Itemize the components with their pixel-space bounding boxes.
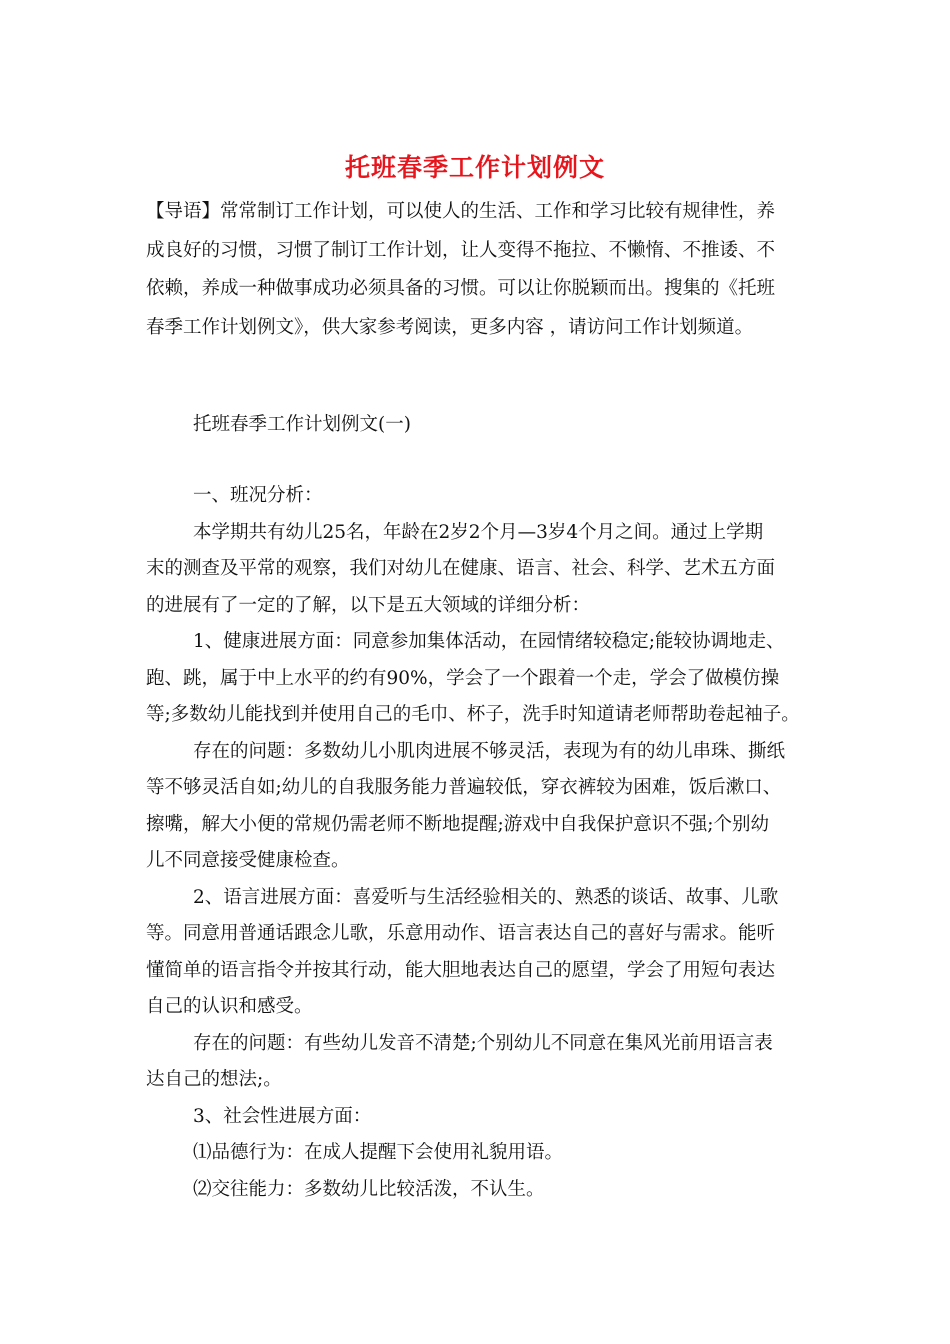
body-line: 的进展有了一定的了解，以下是五大领域的详细分析： <box>146 594 591 616</box>
intro-paragraph <box>146 193 806 347</box>
body-line: 等。同意用普通话跟念儿歌，乐意用动作、语言表达自己的喜好与需求。能听 <box>146 923 776 944</box>
body-line: 存在的问题：有些幼儿发音不清楚;个别幼儿不同意在集风光前用语言表 <box>193 1032 773 1054</box>
body-line: 儿不同意接受健康检查。 <box>146 850 350 871</box>
body-line: 一、班况分析： <box>193 485 323 506</box>
intro-line: 成良好的习惯，习惯了制订工作计划，让人变得不拖拉、不懒惰、不推诿、不 <box>146 239 776 261</box>
body-line: 等;多数幼儿能找到并使用自己的毛巾、杯子，洗手时知道请老师帮助卷起袖子。 <box>146 704 800 725</box>
body-line: 自己的认识和感受。 <box>146 996 313 1017</box>
body-line: 懂简单的语言指令并按其行动，能大胆地表达自己的愿望，学会了用短句表达 <box>146 959 776 981</box>
body-line: 1、健康进展方面：同意参加集体活动，在园情绪较稳定;能较协调地走、 <box>193 631 785 652</box>
body-line: 存在的问题：多数幼儿小肌肉进展不够灵活，表现为有的幼儿串珠、撕纸 <box>193 740 786 762</box>
body-line: ⑴品德行为：在成人提醒下会使用礼貌用语。 <box>193 1142 564 1163</box>
document-title: 托班春季工作计划例文 <box>344 153 605 182</box>
body-line: 末的测查及平常的观察，我们对幼儿在健康、语言、社会、科学、艺术五方面 <box>146 558 776 579</box>
body-line: 擦嘴，解大小便的常规仍需老师不断地提醒;游戏中自我保护意识不强;个别幼 <box>146 813 769 835</box>
body-line: 等不够灵活自如;幼儿的自我服务能力普遍较低，穿衣裤较为困难，饭后漱口、 <box>146 777 782 798</box>
intro-line: 春季工作计划例文》，供大家参考阅读，更多内容 ，请访问工作计划频道。 <box>146 316 754 338</box>
intro-line: 【导语】常常制订工作计划，可以使人的生活、工作和学习比较有规律性，养 <box>146 201 776 222</box>
body-line: 本学期共有幼儿25名，年龄在2岁2个月—3岁4个月之间。通过上学期 <box>193 521 764 543</box>
body-line: 2、语言进展方面：喜爱听与生活经验相关的、熟悉的谈话、故事、儿歌 <box>193 886 779 908</box>
intro-line: 依赖，养成一种做事成功必须具备的习惯。可以让你脱颖而出。搜集的《托班 <box>146 278 776 299</box>
body-text <box>146 478 826 1208</box>
section-subtitle: 托班春季工作计划例文(一) <box>193 414 411 435</box>
body-line: 3、社会性进展方面： <box>193 1105 372 1127</box>
body-line: 达自己的想法;。 <box>146 1069 282 1090</box>
body-line: ⑵交往能力：多数幼儿比较活泼，不认生。 <box>193 1178 545 1200</box>
body-line: 跑、跳，属于中上水平的约有90%，学会了一个跟着一个走，学会了做模仿操 <box>146 667 780 689</box>
